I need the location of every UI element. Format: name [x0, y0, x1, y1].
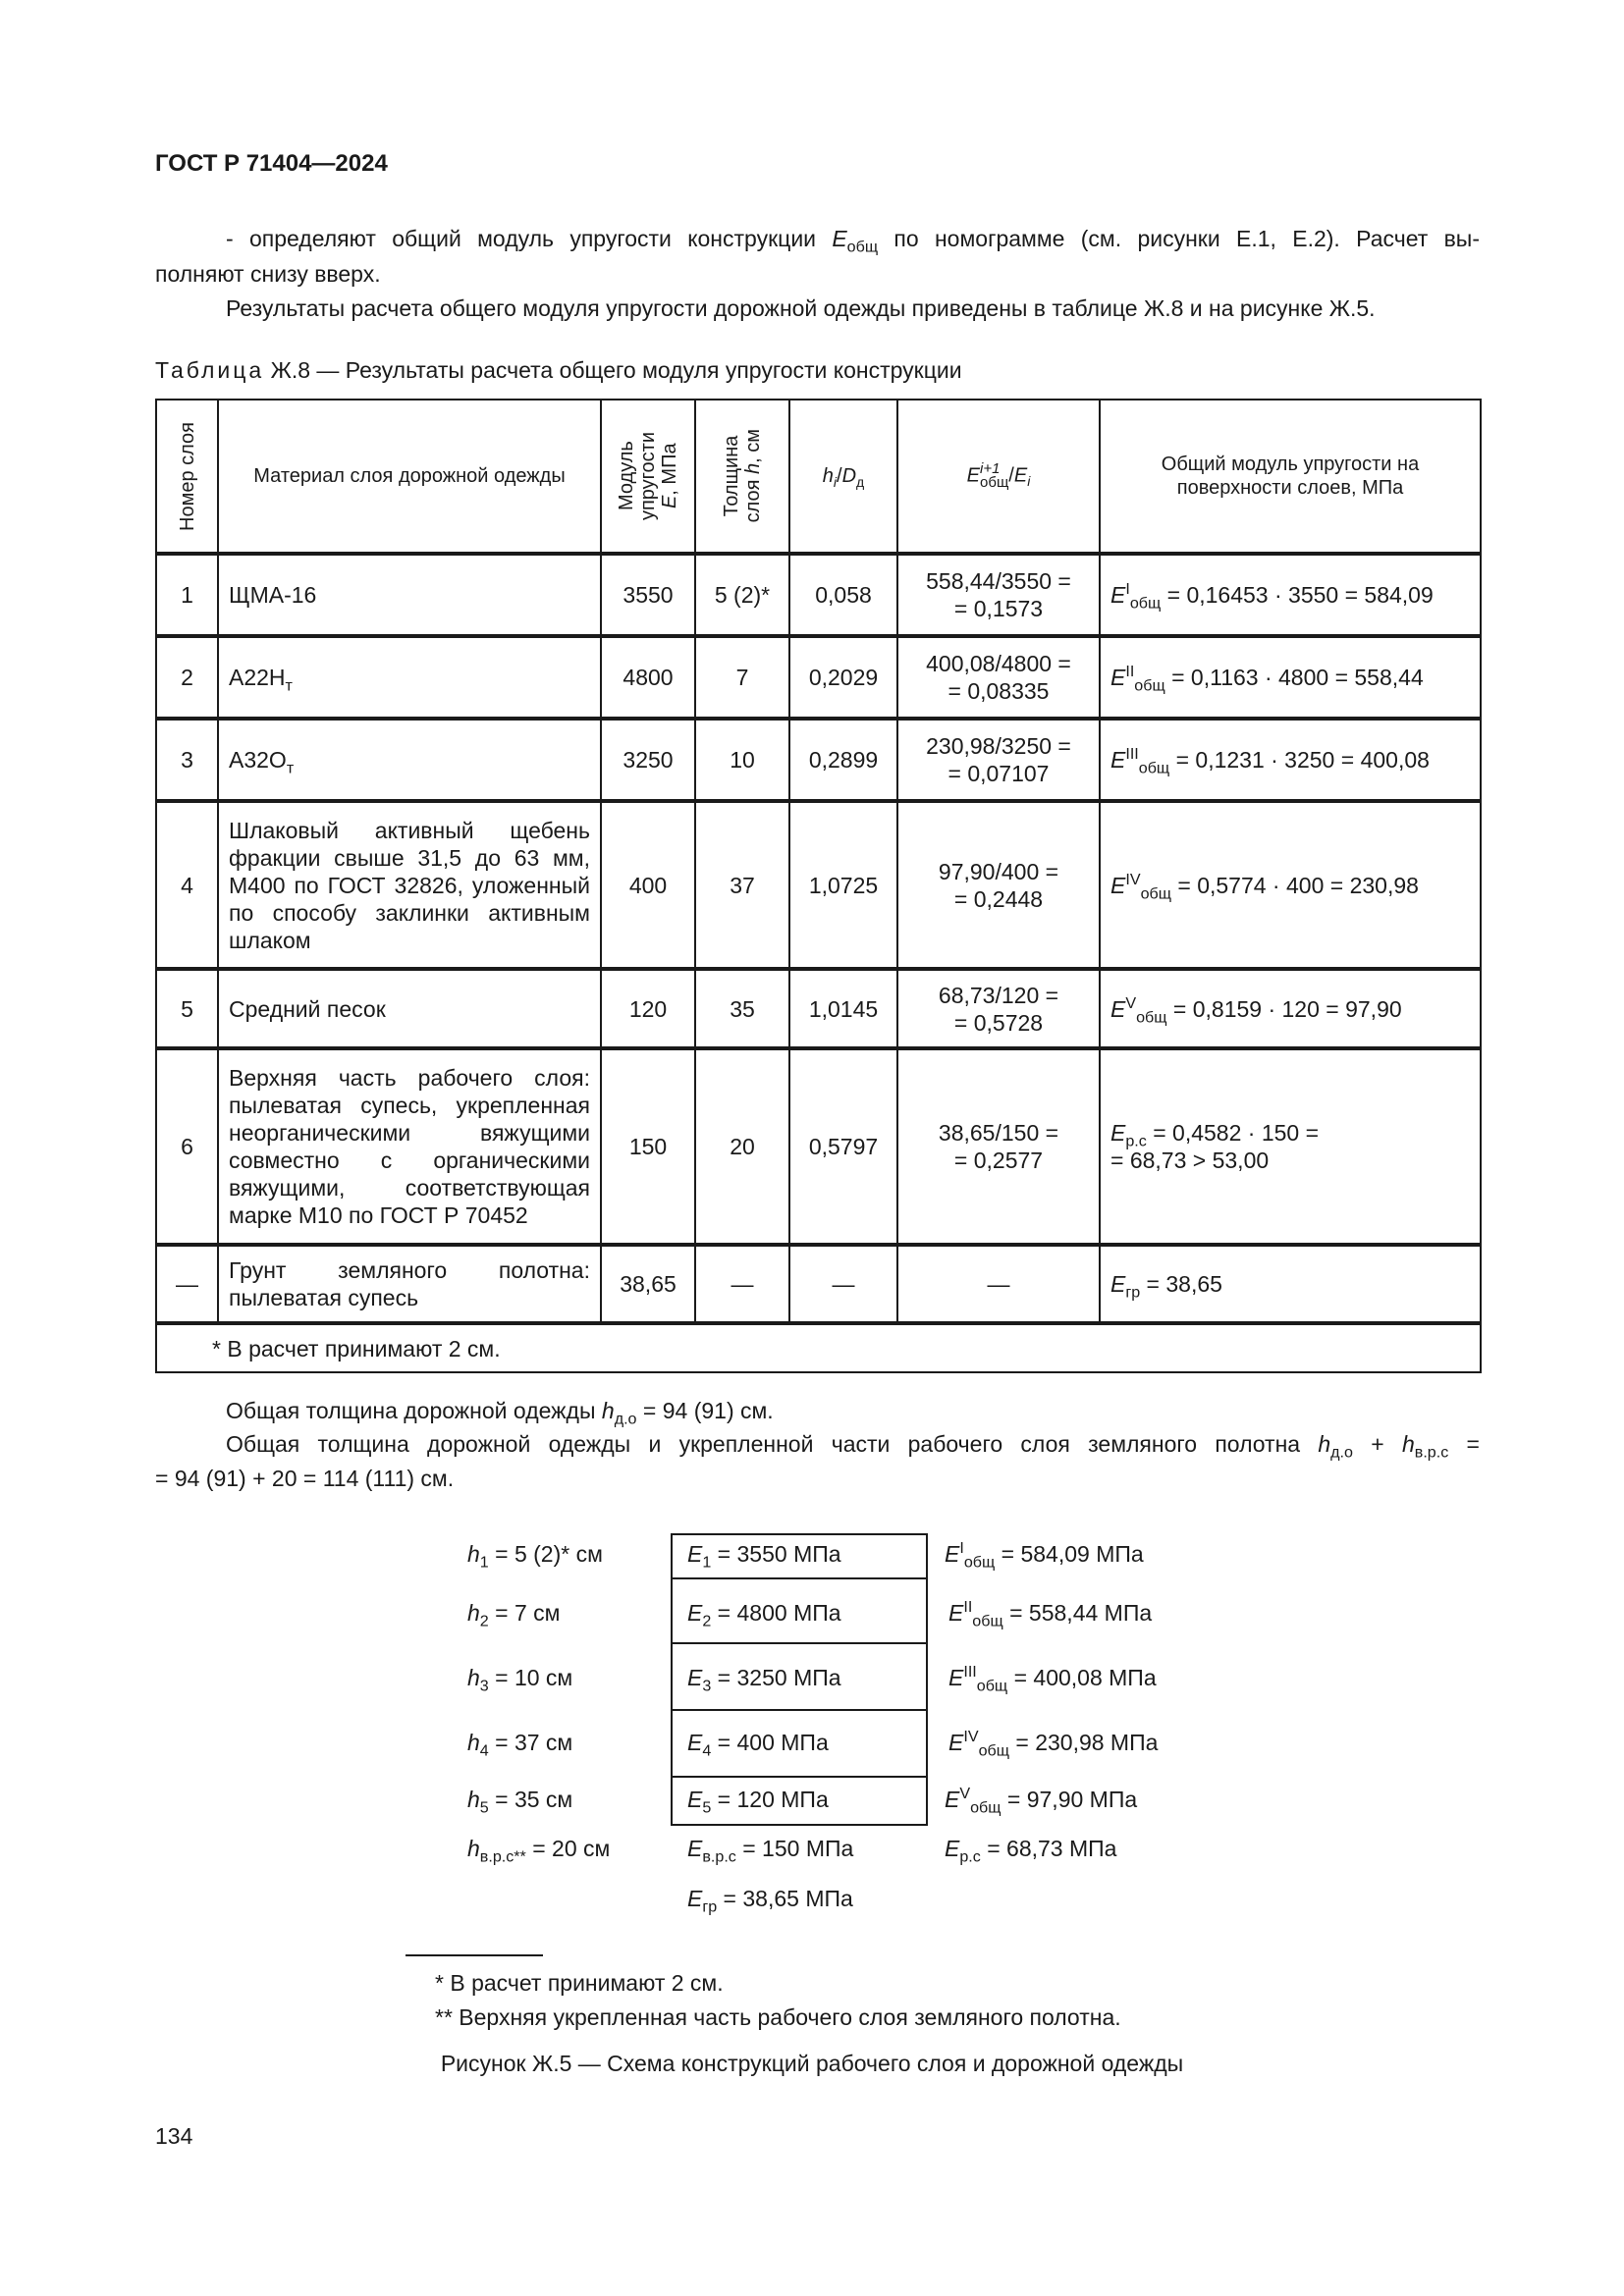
results-table: [155, 399, 1482, 1373]
thickness-label: $h_{в.р.с**} = 20$ см: [467, 1836, 611, 1866]
table-row: 2 $А22Н_т$ 4800 7 0,2029 400,08/4800 = = 0,08335 $E^{II}_{общ} = 0,1163 \cdot 4800 = 558,44$: [156, 636, 1481, 719]
total-modulus: $E^{II}_{общ} = 558,44$ МПа: [948, 1598, 1153, 1630]
header-modulus: Модуль упругости E, МПа: [601, 400, 695, 554]
layer-modulus: $E_{в.р.с} = 150$ МПа: [687, 1836, 854, 1866]
figure-footnote-2: ** Верхняя укрепленная часть рабочего слоя земляного полотна.: [435, 2004, 1121, 2030]
header-layer-number: Номер слоя: [156, 400, 218, 554]
layer-modulus: $E_2 = 4800$ МПа: [687, 1600, 841, 1630]
header-h-over-d: $h_i/D_д$: [789, 400, 897, 554]
table-row: 6 Верхняя часть рабочего слоя: пылеватая супесь, укрепленная неорганическими вяжущими совместно с органическими вяжущими, соответствующая марке М10 по ГОСТ Р 70452 150 20 0,5797 38,65/150 = = 0,2577 $E_{р.с} = 0,4582 \cdot 150$ = = 68,73 > 53,00: [156, 1048, 1481, 1245]
layer-divider: [671, 1533, 928, 1535]
table-row: 5 Средний песок 120 35 1,0145 68,73/120 = = 0,5728 $E^V_{общ} = 0,8159 \cdot 120 = 97,90$: [156, 969, 1481, 1048]
table-footnote: * В расчет принимают 2 см.: [156, 1323, 1481, 1372]
layer-modulus: $E_3 = 3250$ МПа: [687, 1665, 841, 1695]
table-row: 4 Шлаковый активный щебень фракции свыше 31,5 до 63 мм, М400 по ГОСТ 32826, уложенный по способу заклинки активным шлаком 400 37 1,0725 97,90/400 = = 0,2448 $E^{IV}_{общ} = 0,5774 \cdot 400 = 230,98$: [156, 801, 1481, 969]
table-row: — Грунт земляного полотна: пылеватая супесь 38,65 — — — $E_{гр} = 38,65$: [156, 1245, 1481, 1323]
thickness-label: $h_5 = 35$ см: [467, 1787, 573, 1817]
thickness-label: $h_3 = 10$ см: [467, 1665, 573, 1695]
thickness-label: $h_1 = 5$ (2)* см: [467, 1541, 603, 1572]
table-caption: Таблица Ж.8 — Результаты расчета общего модуля упругости конструкции: [155, 357, 962, 383]
total-modulus: $E_{р.с} = 68,73$ МПа: [945, 1836, 1117, 1866]
total-thickness-with-base-line-1: Общая толщина дорожной одежды и укрепленной части рабочего слоя земляного полотна $h_{д.о} + h_{в.р.с}$ =: [226, 1431, 1480, 1462]
header-material: Материал слоя дорожной одежды: [218, 400, 601, 554]
total-thickness-with-base-line-2: = 94 (91) + 20 = 114 (111) см.: [155, 1466, 455, 1491]
layer-modulus: $E_1 = 3550$ МПа: [687, 1541, 841, 1572]
subgrade-modulus: $E_{гр} = 38,65$ МПа: [687, 1886, 853, 1916]
thickness-label: $h_4 = 37$ см: [467, 1730, 573, 1760]
thickness-label: $h_2 = 7$ см: [467, 1600, 561, 1630]
total-thickness-paragraph: Общая толщина дорожной одежды $h_{д.о} = 94$ (91) см.: [226, 1398, 774, 1428]
layer-modulus: $E_4 = 400$ МПа: [687, 1730, 829, 1760]
table-footnote-row: [156, 1323, 1481, 1372]
layer-divider: [671, 1709, 928, 1711]
table-row: 1 ЩМА-16 3550 5 (2)* 0,058 558,44/3550 = = 0,1573 $E^I_{общ} = 0,16453 \cdot 3550 = 584,09$: [156, 554, 1481, 636]
table-header-row: [156, 400, 1481, 554]
total-modulus: $E^{IV}_{общ} = 230,98$ МПа: [948, 1728, 1159, 1760]
layer-divider: [671, 1642, 928, 1644]
layer-divider: [671, 1577, 928, 1579]
layer-divider: [671, 1824, 928, 1826]
total-modulus: $E^V_{общ} = 97,90$ МПа: [945, 1785, 1138, 1817]
page-number: 134: [155, 2123, 193, 2149]
paragraph-1-line-1: - определяют общий модуль упругости конструкции $E_{общ}$ по номограмме (см. рисунки Е.1, Е.2). Расчет вы-: [226, 226, 1480, 256]
header-thickness: Толщина слоя h, см: [695, 400, 789, 554]
figure-footnote-1: * В расчет принимают 2 см.: [435, 1970, 724, 1996]
document-header: ГОСТ Р 71404—2024: [155, 150, 388, 177]
layer-modulus: $E_5 = 120$ МПа: [687, 1787, 829, 1817]
total-modulus: $E^{III}_{общ} = 400,08$ МПа: [948, 1663, 1157, 1695]
table-row: 3 $А32О_т$ 3250 10 0,2899 230,98/3250 = = 0,07107 $E^{III}_{общ} = 0,1231 \cdot 3250 = 400,08$: [156, 719, 1481, 801]
header-total-modulus: Общий модуль упругости на поверхности слоев, МПа: [1100, 400, 1481, 554]
layer-divider: [671, 1776, 928, 1778]
figure-caption: Рисунок Ж.5 — Схема конструкций рабочего слоя и дорожной одежды: [440, 2051, 1184, 2076]
header-e-ratio: Ei+1 общ/$E_i$: [897, 400, 1100, 554]
paragraph-2: Результаты расчета общего модуля упругости дорожной одежды приведены в таблице Ж.8 и на рисунке Ж.5.: [226, 295, 1376, 321]
paragraph-1-line-2: полняют снизу вверх.: [155, 261, 381, 287]
footnote-separator: [406, 1954, 543, 1956]
total-modulus: $E^I_{общ} = 584,09$ МПа: [945, 1539, 1144, 1572]
